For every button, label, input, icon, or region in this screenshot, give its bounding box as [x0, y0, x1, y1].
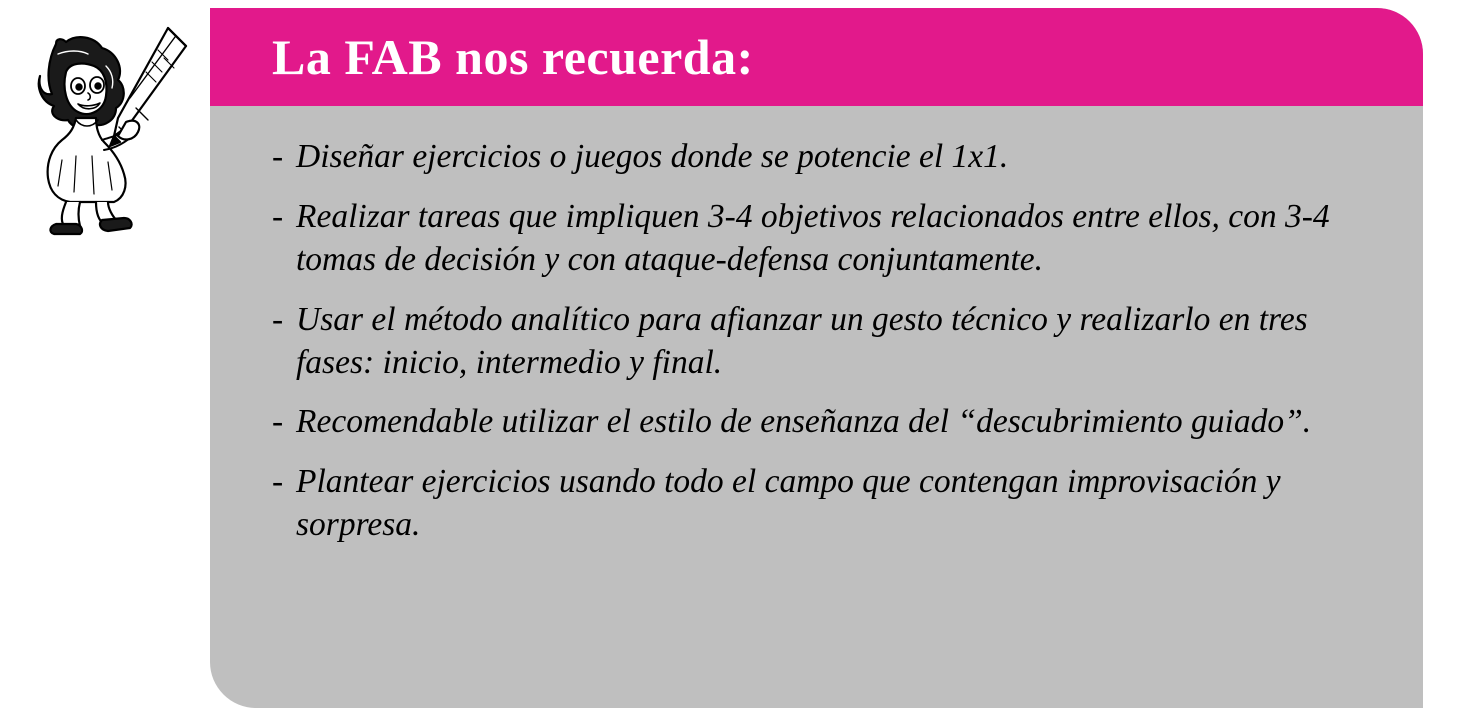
bullet-marker: -: [272, 300, 284, 338]
list-item-text: Usar el método analítico para afianzar un gesto técnico y realizarlo en tres fases: inicio, intermedio y final.: [296, 300, 1308, 381]
list-item: [272, 136, 1363, 179]
list-item: [272, 196, 1363, 282]
list-item-text: Plantear ejercicios usando todo el campo que contengan improvisación y sorpresa.: [296, 463, 1281, 544]
bullet-marker: -: [272, 197, 284, 235]
page-title: La FAB nos recuerda:: [272, 29, 754, 85]
list-item-text: Realizar tareas que impliquen 3-4 objetivos relacionados entre ellos, con 3-4 tomas de decisión y con ataque-defensa conjuntamente.: [296, 197, 1330, 278]
list-item: [272, 461, 1363, 547]
bullet-list: [210, 106, 1423, 708]
list-item: [272, 401, 1363, 444]
list-item-text: Recomendable utilizar el estilo de enseñanza del “descubrimiento guiado”.: [296, 403, 1312, 441]
mafalda-with-pen-illustration: [18, 10, 208, 240]
list-item-text: Diseñar ejercicios o juegos donde se potencie el 1x1.: [296, 138, 1009, 175]
list-item: [272, 299, 1363, 385]
bullet-marker: -: [272, 138, 284, 175]
panel-header: [210, 8, 1423, 106]
bullet-marker: -: [272, 463, 284, 501]
bullet-marker: -: [272, 403, 284, 441]
content-panel: [210, 8, 1423, 708]
